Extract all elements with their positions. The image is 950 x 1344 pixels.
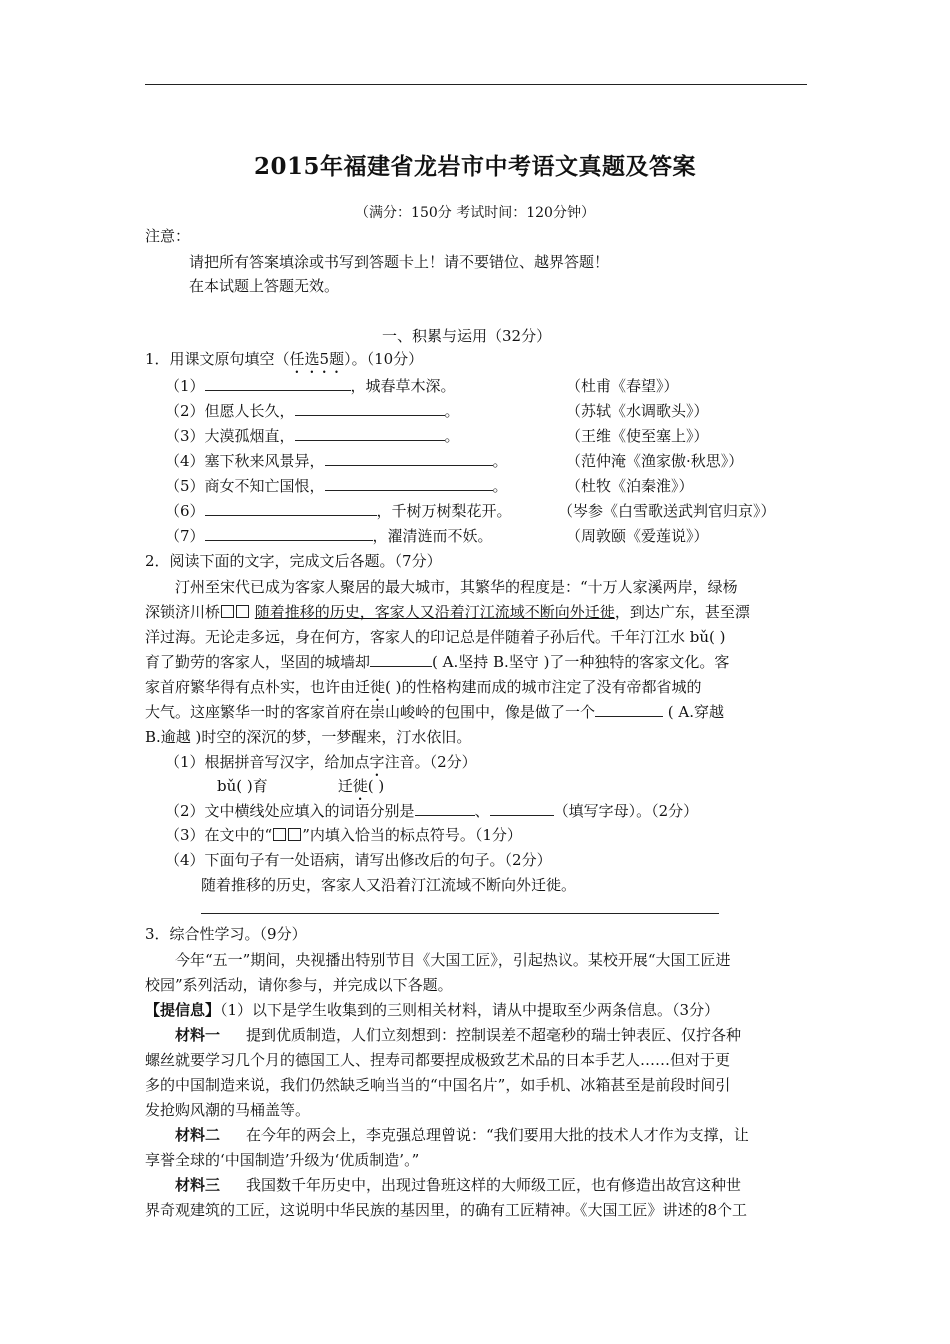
q3-intro: 校园”系列活动，请你参与，并完成以下各题。: [145, 976, 453, 994]
q1-item: （7） ，濯清涟而不妖。: [165, 527, 493, 545]
notice-line-2: 在本试题上答题无效。: [189, 277, 340, 295]
emphasis-text: 任选5题: [289, 350, 345, 368]
material-3: 材料三 我国数千年历史中，出现过鲁班这样的大师级工匠，也有修造出故宫这种世: [175, 1176, 742, 1194]
answer-line[interactable]: [201, 913, 719, 914]
answer-blank[interactable]: [295, 401, 445, 416]
task-label: 【提信息】: [145, 1001, 221, 1019]
q1-source: （范仲淹《渔家傲·秋思》）: [566, 452, 744, 470]
q2-sub-4-sentence: 随着推移的历史，客家人又沿着汀江流域不断向外迁徙。: [201, 876, 577, 894]
q1-source: （王维《使至塞上》）: [566, 427, 709, 445]
passage-line: 汀州至宋代已成为客家人聚居的最大城市，其繁华的程度是：“十万人家溪两岸，绿杨: [175, 578, 738, 596]
q1-source: （周敦颐《爱莲说》）: [566, 527, 709, 545]
passage-line: 深锁济川桥 随着推移的历史，客家人又沿着汀江流域不断向外迁徙，到达广东，甚至漂: [145, 603, 750, 621]
q1-item: （5）商女不知亡国恨， 。: [165, 477, 508, 495]
q2-heading: 2．阅读下面的文字，完成文后各题。（7分）: [145, 552, 442, 570]
q1-heading: 1．用课文原句填空（任选5题）。（10分）: [145, 350, 424, 368]
q1-item: （4）塞下秋来风景异， 。: [165, 452, 508, 470]
punctuation-box: [288, 828, 301, 841]
notice-line-1: 请把所有答案填涂或书写到答题卡上！请不要错位、越界答题！: [189, 253, 610, 271]
answer-blank[interactable]: [325, 451, 493, 466]
answer-blank[interactable]: [595, 702, 663, 717]
q3-heading: 3．综合性学习。（9分）: [145, 925, 307, 943]
underlined-sentence: 随着推移的历史，客家人又沿着汀江流域不断向外迁徙: [254, 603, 615, 621]
material-line: 享誉全球的‘中国制造’升级为‘优质制造’。”: [145, 1151, 420, 1169]
section-heading: 一、积累与运用（32分）: [382, 327, 552, 345]
passage-line: B.逾越 )时空的深沉的梦，一梦醒来，汀水依旧。: [145, 728, 472, 746]
material-label: 材料三: [175, 1176, 221, 1194]
exam-info: （满分：150分 考试时间：120分钟）: [355, 205, 595, 221]
q2-sub-1-answer: bǔ( )育 迁徙( ): [217, 777, 385, 795]
material-1: 材料一 提到优质制造，人们立刻想到：控制误差不超毫秒的瑞士钟表匠、仅拧各种: [175, 1026, 742, 1044]
answer-blank[interactable]: [325, 476, 493, 491]
emphasis-char: 字: [369, 753, 385, 771]
answer-blank[interactable]: [205, 501, 377, 516]
q1-item: （3）大漠孤烟直， 。: [165, 427, 460, 445]
passage-line: 家首府繁华得有点朴实，也许由迁徙( )的性格构建而成的城市注定了没有帝都省城的: [145, 678, 702, 696]
notice-label: 注意：: [145, 227, 191, 245]
material-line: 螺丝就要学习几个月的德国工人、捏寿司都要捏成极致艺术品的日本手艺人……但对于更: [145, 1051, 731, 1069]
punctuation-box[interactable]: [236, 605, 249, 618]
page-title: 2015年福建省龙岩市中考语文真题及答案: [253, 153, 696, 180]
material-line: 界奇观建筑的工匠，这说明中华民族的基因里，的确有工匠精神。《大国工匠》讲述的8个工: [145, 1201, 748, 1219]
q3-task: 【提信息】（1）以下是学生收集到的三则相关材料，请从中提取至少两条信息。（3分）: [145, 1001, 720, 1019]
material-line: 多的中国制造来说，我们仍然缺乏响当当的“中国名片”，如手机、冰箱甚至是前段时间引: [145, 1076, 731, 1094]
q1-item: （1） ，城春草木深。: [165, 377, 456, 395]
q2-sub-4: （4）下面句子有一处语病，请写出修改后的句子。（2分）: [165, 851, 552, 869]
material-label: 材料二: [175, 1126, 221, 1144]
passage-line: 育了勤劳的客家人，坚固的城墙却 ( A.坚持 B.坚守 )了一种独特的客家文化。客: [145, 653, 730, 671]
punctuation-box: [273, 828, 286, 841]
material-2: 材料二 在今年的两会上，李克强总理曾说：“我们要用大批的技术人才作为支撑，让: [175, 1126, 749, 1144]
q2-sub-1: （1）根据拼音写汉字，给加点字注音。（2分）: [165, 753, 477, 771]
passage-line: 大气。这座繁华一时的客家首府在崇山峻岭的包围中，像是做了一个 ( A.穿越: [145, 703, 725, 721]
q1-source: （岑参《白雪歌送武判官归京》）: [558, 502, 776, 520]
answer-blank[interactable]: [205, 376, 351, 391]
answer-blank[interactable]: [415, 801, 475, 816]
q1-source: （苏轼《水调歌头》）: [566, 402, 709, 420]
emphasis-char: 徙: [352, 777, 368, 795]
emphasis-char: 徙: [370, 678, 386, 696]
q1-item: （6） ，千树万树梨花开。: [165, 502, 512, 520]
answer-blank[interactable]: [370, 652, 432, 667]
q1-source: （杜甫《春望》）: [566, 377, 679, 395]
material-label: 材料一: [175, 1026, 221, 1044]
q1-source: （杜牧《泊秦淮》）: [566, 477, 694, 495]
material-line: 发抢购风潮的马桶盖等。: [145, 1101, 311, 1119]
answer-blank[interactable]: [205, 526, 373, 541]
q1-item: （2）但愿人长久， 。: [165, 402, 460, 420]
passage-line: 洋过海。无论走多远，身在何方，客家人的印记总是伴随着子孙后代。千年汀江水 bǔ( ): [145, 628, 726, 646]
punctuation-box[interactable]: [221, 605, 234, 618]
q3-intro: 今年“五一”期间，央视播出特别节目《大国工匠》，引起热议。某校开展“大国工匠进: [175, 951, 731, 969]
answer-blank[interactable]: [490, 801, 554, 816]
answer-blank[interactable]: [295, 426, 445, 441]
header-rule: [145, 84, 807, 85]
q2-sub-2: （2）文中横线处应填入的词语分别是 、 （填写字母）。（2分）: [165, 802, 699, 820]
q2-sub-3: （3）在文中的“ ”内填入恰当的标点符号。（1分）: [165, 826, 522, 844]
